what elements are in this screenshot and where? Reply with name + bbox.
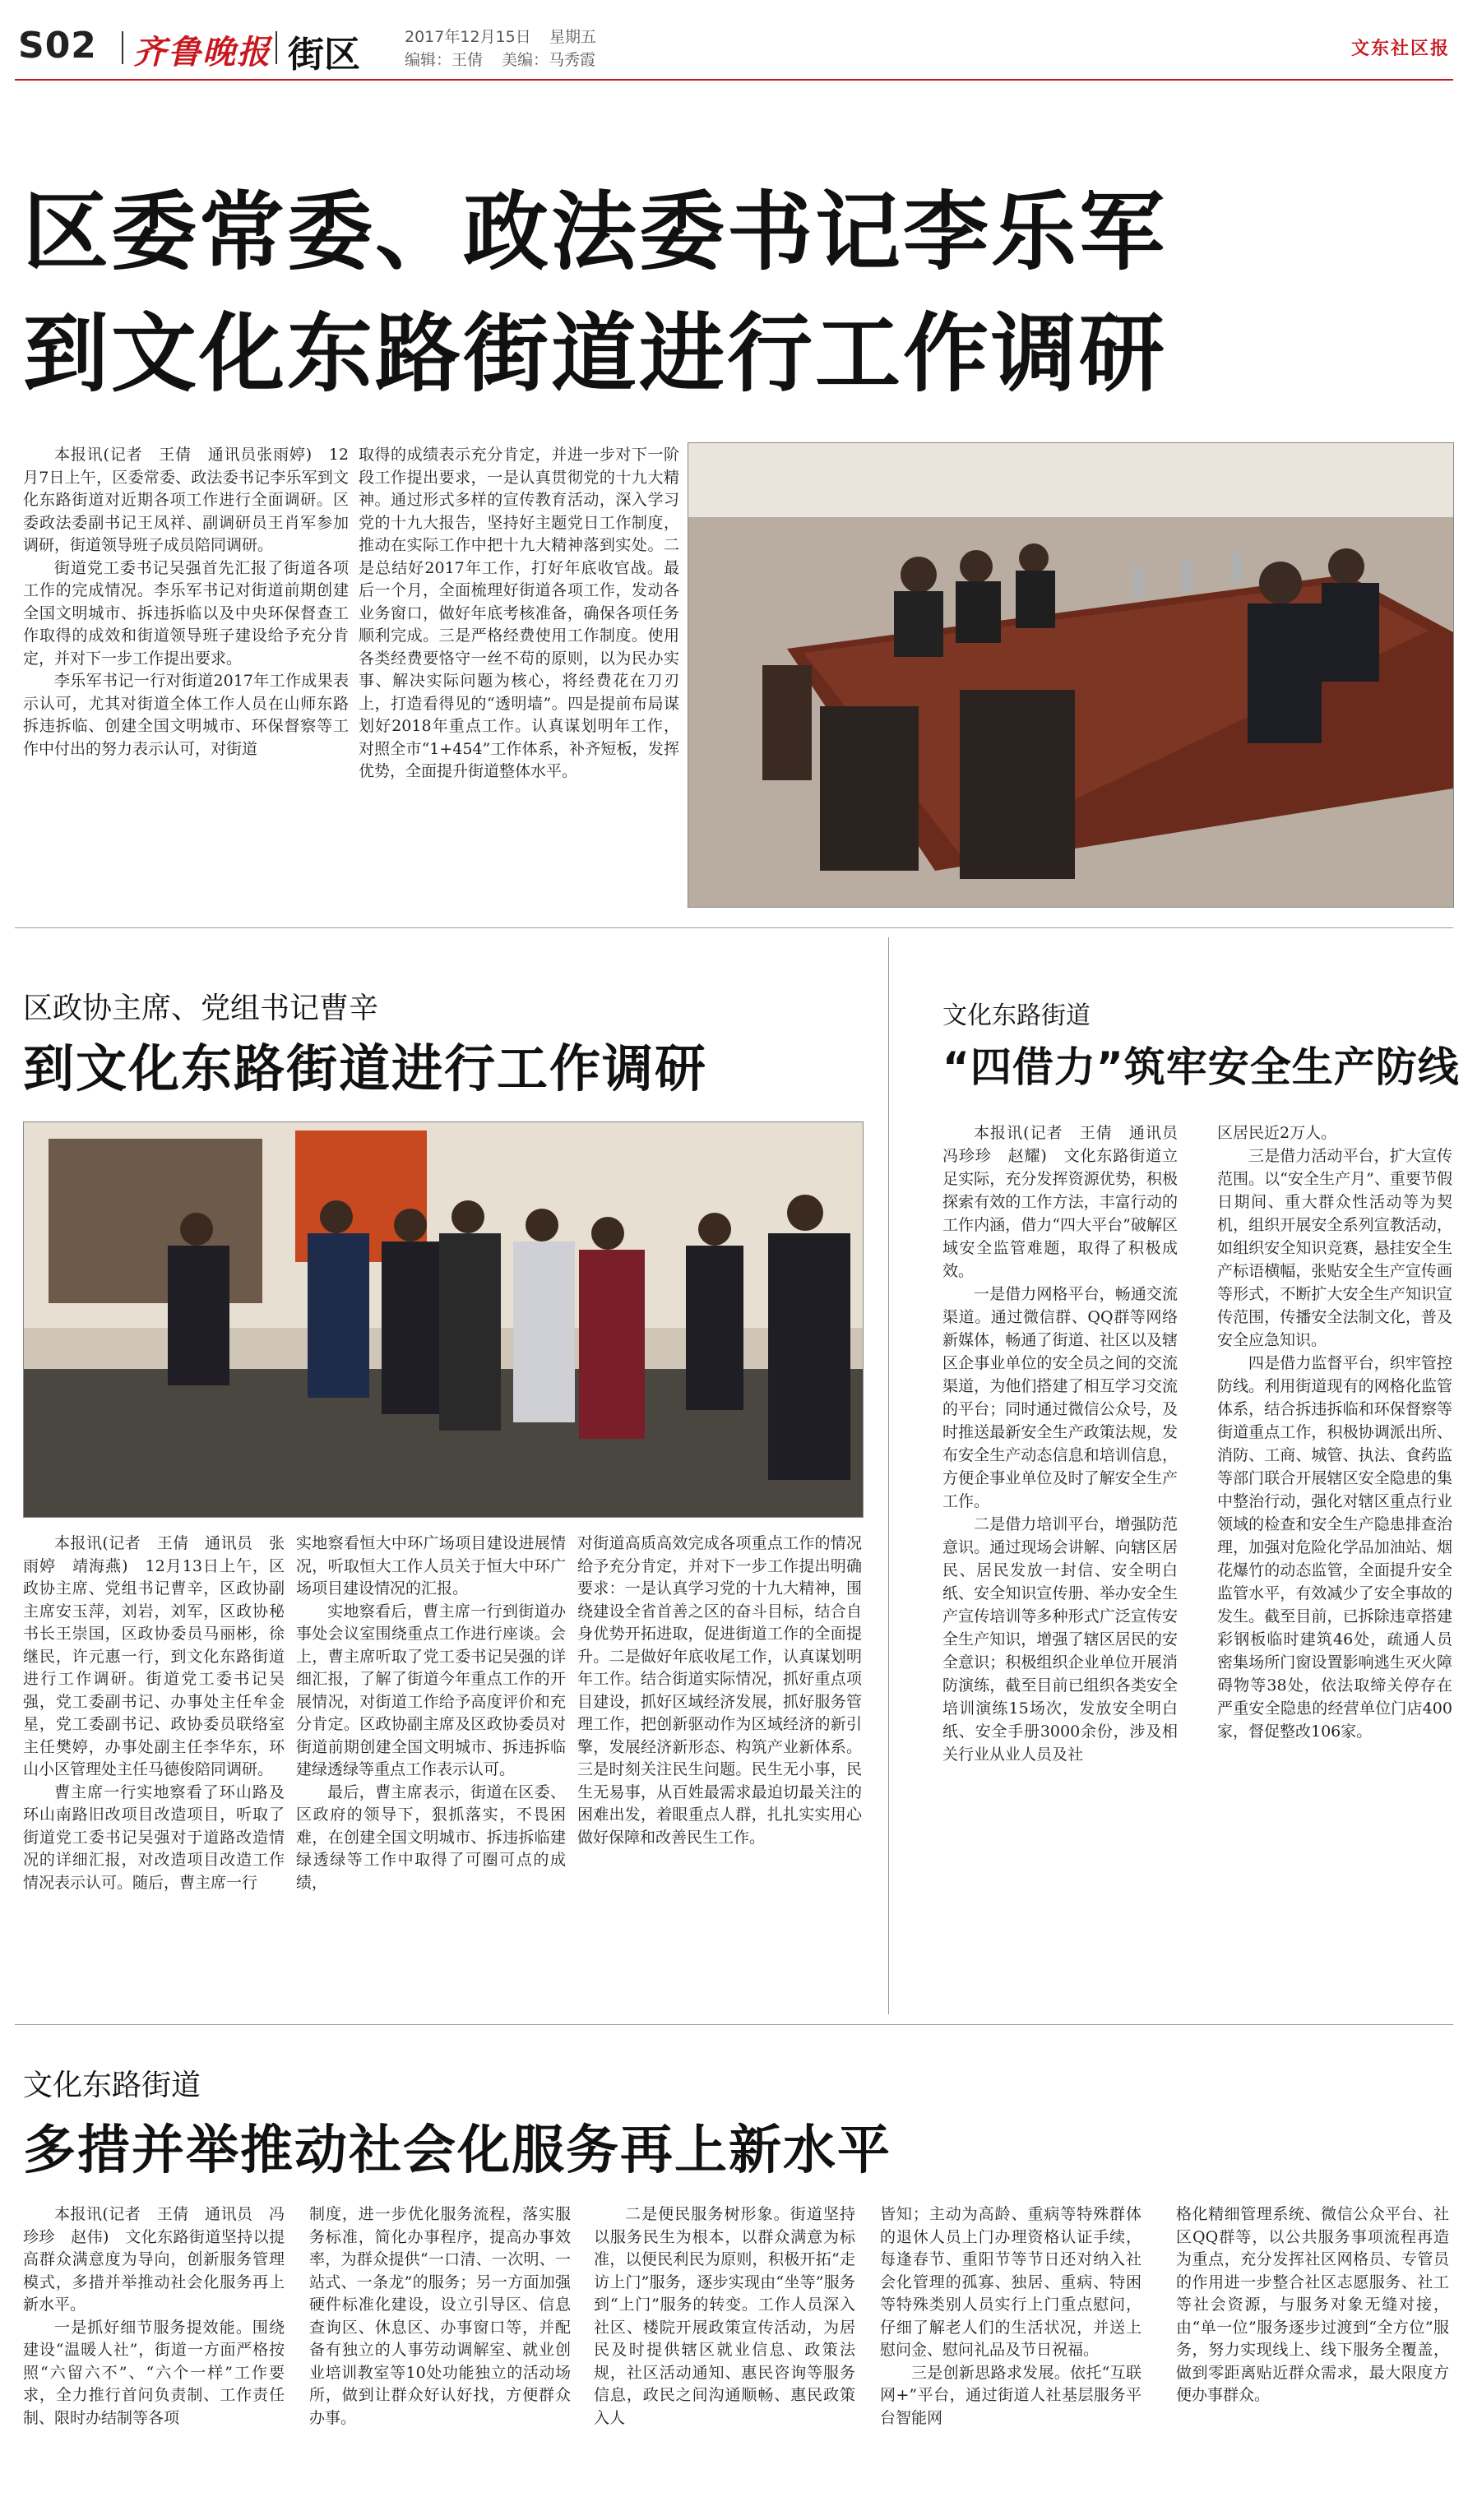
editor-credit: 编辑：王倩 (405, 51, 484, 69)
article-2-column-2 (296, 1533, 566, 2009)
paragraph: 三是借力活动平台，扩大宣传范围。以“安全生产月”、重要节假日期间、重大群众性活动等为契机，组织开展安全系列宣教活动，如组织安全知识竞赛，悬挂安全生产标语横幅，张贴安全生产宣传画等形式，不断扩大安全生产知识宣传范围，传播安全法制文化，普及安全应急知识。 (1217, 1147, 1452, 1349)
issue-weekday: 星期五 (549, 28, 597, 46)
community-label: 文东社区报 (1350, 39, 1450, 59)
headline-1-line-1: 区委常委、政法委书记李乐军 (23, 182, 1168, 282)
article-3-kicker: 文化东路街道 (942, 1001, 1091, 1030)
paragraph: 一是借力网格平台，畅通交流渠道。通过微信群、QQ群等网络新媒体，畅通了街道、社区以及辖区企事业单位的安全员之间的交流渠道，为他们搭建了相互学习交流的平台；同时通过微信公众号，及时推送最新安全生产政策法规，发布安全生产动态信息和培训信息，方便企事业单位及时了解安全生产工作。 (942, 1285, 1178, 1510)
header-divider-2 (276, 31, 277, 64)
article-3-headline: “四借力”筑牢安全生产防线 (942, 1043, 1460, 1091)
article-3-column-2 (1217, 1121, 1452, 2009)
paragraph: 本报讯(记者 王倩 通讯员 张雨婷 靖海燕) 12月13日上午，区政协主席、党组书记曹辛，区政协副主席安玉萍，刘岩，刘军，区政协秘书长王崇国，区政协委员马丽彬，徐继民，许元惠一行，到文化东路街道进行工作调研。街道党工委书记吴强，党工委副书记、办事处主任牟金星，党工委副书记、政协委员联络室主任樊婷，办事处副主任李华东，环山小区管理处主任马德俊陪同调研。 (23, 1534, 285, 1778)
paragraph: 街道党工委书记吴强首先汇报了街道各项工作的完成情况。李乐军书记对街道前期创建全国文明城市、拆违拆临以及中央环保督查工作取得的成效和街道领导班子建设给予充分肯定，并对下一步工作提出要求。 (23, 558, 349, 668)
headline-1-line-2: 到文化东路街道进行工作调研 (23, 303, 1168, 404)
article-4-kicker: 文化东路街道 (23, 2069, 201, 2102)
article-2-kicker: 区政协主席、党组书记曹辛 (23, 992, 379, 1025)
paragraph: 一是抓好细节服务提效能。围绕建设“温暖人社”，街道一方面严格按照“六留六不”、“六个一样”工作要求，全力推行首问负责制、工作责任制、限时办结制等各项 (23, 2318, 285, 2427)
header-rule (15, 79, 1453, 81)
issue-date: 2017年12月15日 (405, 28, 531, 46)
paragraph: 取得的成绩表示充分肯定，并进一步对下一阶段工作提出要求，一是认真贯彻党的十九大精神。通过形式多样的宣传教育活动，深入学习党的十九大报告，坚持好主题党日工作制度，推动在实际工作中把十九大精神落到实处。二是总结好2017年工作，打好年底收官战。最后一个月，全面梳理好街道各项工作，发动各业务窗口，做好年底考核准备，确保各项任务顺利完成。三是严格经费使用工作制度。使用各类经费要恪守一丝不苟的原则，以为民办实事、解决实际问题为核心，将经费花在刀刃上，打造看得见的“透明墙”。四是提前布局谋划好2018年重点工作。认真谋划明年工作，对照全市“1+454”工作体系，补齐短板，发挥优势，全面提升街道整体水平。 (359, 446, 679, 780)
column-divider (888, 937, 889, 2014)
article-4-column-4 (880, 2203, 1142, 2508)
article-1-column-2 (359, 444, 679, 913)
designer-credit: 美编：马秀霞 (502, 51, 596, 69)
article-4-column-5 (1176, 2203, 1449, 2508)
paragraph: 李乐军书记一行对街道2017年工作成果表示认可，尤其对街道全体工作人员在山师东路拆违拆临、创建全国文明城市、环保督察等工作中付出的努力表示认可，对街道 (23, 672, 349, 758)
article-4-column-2 (309, 2203, 571, 2508)
section-rule-2 (15, 2024, 1453, 2025)
page-number: S02 (18, 25, 97, 67)
paragraph: 本报讯(记者 王倩 通讯员张雨婷) 12月7日上午，区委常委、政法委书记李乐军到文化东路街道对近期各项工作进行全面调研。区委政法委副书记王凤祥、副调研员王肖军参加调研，街道领导班子成员陪同调研。 (23, 446, 349, 554)
paragraph: 本报讯(记者 王倩 通讯员 冯珍珍 赵伟) 文化东路街道坚持以提高群众满意度为导向，创新服务管理模式，多措并举推动社会化服务再上新水平。 (23, 2205, 285, 2314)
paragraph: 制度，进一步优化服务流程，落实服务标准，简化办事程序，提高办事效率，为群众提供“一口清、一次明、一站式、一条龙”的服务；另一方面加强硬件标准化建设，设立引导区、信息查询区、休息区、办事窗口等，并配备有独立的人事劳动调解室、就业创业培训教室等10处功能独立的活动场所，做到让群众好认好找，方便群众办事。 (309, 2205, 571, 2427)
article-4-column-3 (594, 2203, 855, 2508)
paragraph: 实地察看恒大中环广场项目建设进展情况，听取恒大工作人员关于恒大中环广场项目建设情况的汇报。 (296, 1534, 566, 1598)
paragraph: 三是创新思路求发展。依托“互联网+”平台，通过街道人社基层服务平台智能网 (880, 2363, 1142, 2427)
section-rule-1 (15, 927, 1453, 928)
paragraph: 皆知；主动为高龄、重病等特殊群体的退休人员上门办理资格认证手续，每逢春节、重阳节等节日还对纳入社会化管理的孤寡、独居、重病、特困等特殊类别人员实行上门重点慰问，仔细了解老人们的生活状况，并送上慰问金、慰问礼品及节日祝福。 (880, 2205, 1142, 2359)
article-2-headline: 到文化东路街道进行工作调研 (23, 1038, 708, 1098)
paragraph: 区居民近2万人。 (1217, 1124, 1337, 1142)
header-divider-1 (122, 31, 123, 64)
article-2-column-1 (23, 1533, 285, 2009)
article-3-column-1 (942, 1121, 1194, 2009)
article-4-column-1 (23, 2203, 285, 2508)
paper-logo: 齐鲁晚报 (133, 33, 271, 72)
paragraph: 对街道高质高效完成各项重点工作的情况给予充分肯定，并对下一步工作提出明确要求：一是认真学习党的十九大精神，围绕建设全省首善之区的奋斗目标，结合自身优势开拓进取，促进街道工作的全面提升。二是做好年底收尾工作，认真谋划明年工作。结合街道实际情况，抓好重点项目建设，抓好区域经济发展，抓好服务管理工作，把创新驱动作为区域经济的新引擎，发展经济新形态、构筑产业新体系。三是时刻关注民生问题。民生无小事，民生无易事，从百姓最需求最迫切最关注的困难出发，着眼重点人群，扎扎实实用心做好保障和改善民生工作。 (577, 1534, 862, 1847)
site-visit-photo (23, 1121, 864, 1518)
paragraph: 最后，曹主席表示，街道在区委、区政府的领导下，狠抓落实，不畏困难，在创建全国文明城市、拆违拆临建绿透绿等工作中取得了可圈可点的成绩， (296, 1782, 566, 1892)
paragraph: 格化精细管理系统、微信公众平台、社区QQ群等，以公共服务事项流程再造为重点，充分发挥社区网格员、专管员的作用进一步整合社区志愿服务、社工等社会资源，与服务对象无缝对接，由“单一位”服务逐步过渡到“全方位”服务，努力实现线上、线下服务全覆盖，做到零距离贴近群众需求，最大限度方便办事群众。 (1176, 2205, 1449, 2404)
section-name: 街区 (288, 34, 360, 76)
paragraph: 实地察看后，曹主席一行到街道办事处会议室围绕重点工作进行座谈。会上，曹主席听取了党工委书记吴强的详细汇报，了解了街道今年重点工作的开展情况，对街道工作给予高度评价和充分肯定。区政协副主席及区政协委员对街道前期创建全国文明城市、拆违拆临建绿透绿等重点工作表示认可。 (296, 1602, 566, 1778)
article-1-column-1 (23, 444, 349, 913)
article-2-column-3 (577, 1533, 862, 2009)
paragraph: 二是借力培训平台，增强防范意识。通过现场会讲解、向辖区居民、居民发放一封信、安全明白纸、安全知识宣传册、举办安全生产宣传培训等多种形式广泛宣传安全生产知识，增强了辖区居民的安全意识；积极组织企业单位开展消防演练，截至目前已组织各类安全培训演练15场次，发放安全明白纸、安全手册3000余份，涉及相关行业从业人员及社 (942, 1515, 1178, 1764)
paragraph: 曹主席一行实地察看了环山路及环山南路旧改项目改造项目，听取了街道党工委书记吴强对于道路改造情况的详细汇报，对改造项目改造工作情况表示认可。随后，曹主席一行 (23, 1782, 285, 1892)
paragraph: 四是借力监督平台，织牢管控防线。利用街道现有的网格化监管体系，结合拆违拆临和环保督察等街道重点工作，积极协调派出所、消防、工商、城管、执法、食药监等部门联合开展辖区安全隐患的集中整治行动，强化对辖区重点行业领域的检查和安全生产隐患排查治理，加强对危险化学品加油站、烟花爆竹的动态监管，全面提升安全监管水平，有效减少了安全事故的发生。截至目前，已拆除违章搭建彩钢板临时建筑46处，疏通人员密集场所门窗设置影响逃生灭火障碍物等38处，依法取缔关停存在严重安全隐患的经营单位门店400家，督促整改106家。 (1217, 1354, 1452, 1741)
paragraph: 二是便民服务树形象。街道坚持以服务民生为根本，以群众满意为标准，以便民利民为原则，积极开拓“走访上门”服务，逐步实现由“坐等”服务到“上门”服务的转变。工作人员深入社区、楼院开展政策宣传活动，为居民及时提供辖区就业信息、政策法规，社区活动通知、惠民咨询等服务信息，政民之间沟通顺畅、惠民政策入人 (594, 2205, 855, 2427)
article-4-headline: 多措并举推动社会化服务再上新水平 (23, 2120, 891, 2181)
meeting-photo (688, 442, 1454, 908)
paragraph: 本报讯(记者 王倩 通讯员 冯珍珍 赵耀) 文化东路街道立足实际，充分发挥资源优势，积极探索有效的工作方法，丰富行动的工作内涵，借力“四大平台”破解区域安全监管难题，取得了积极成效。 (942, 1124, 1194, 1280)
